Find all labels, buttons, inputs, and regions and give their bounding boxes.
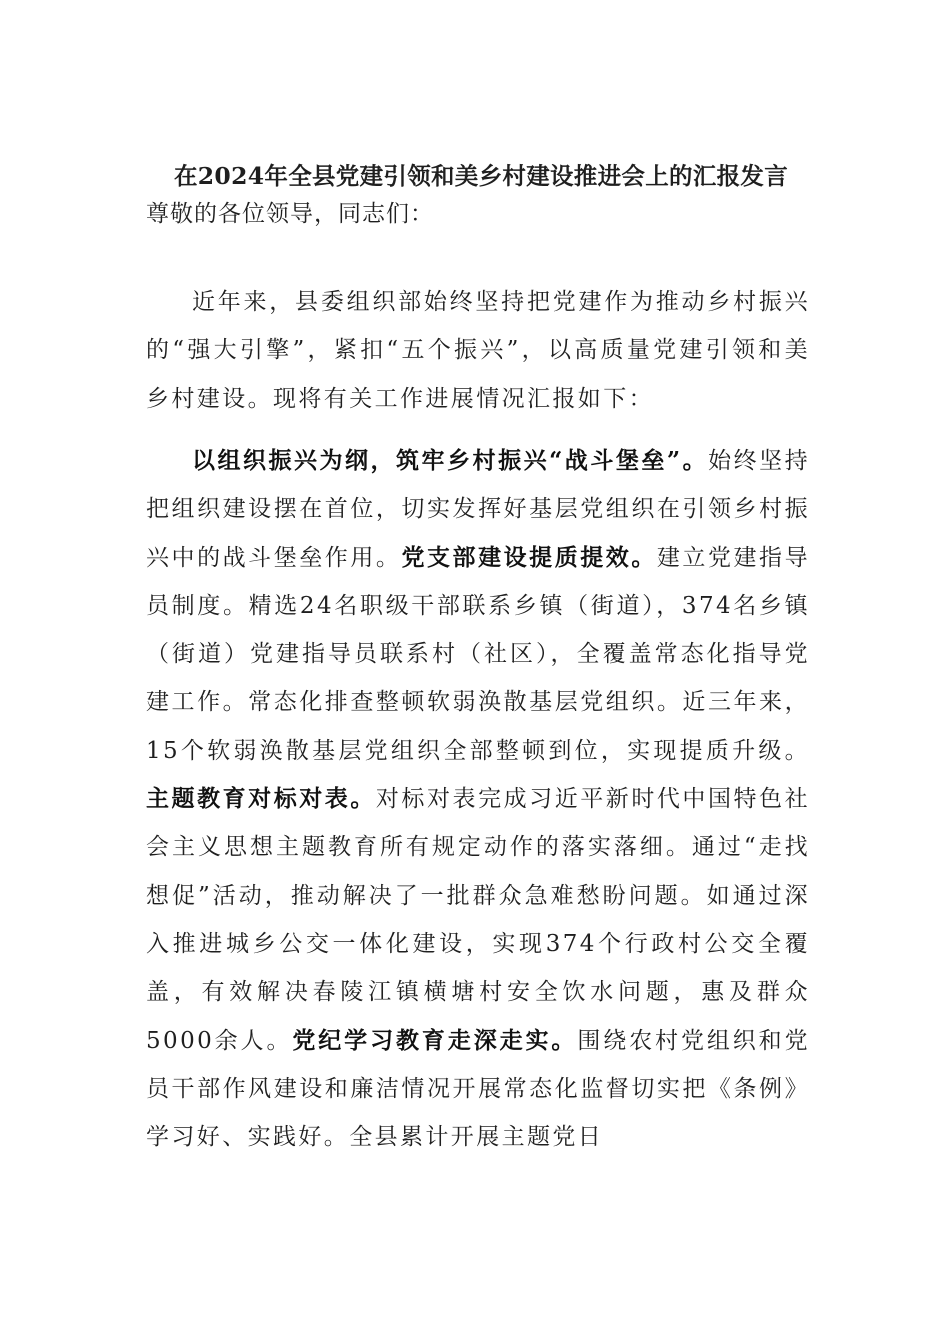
theme-education-text: 对标对表完成习近平新时代中国特色社会主义思想主题教育所有规定动作的落实落细。通过“走找想促”活动，推动解决了一批群众急难愁盼问题。如通过深入推进城乡公交一体化建设，实现374个行政村公交全覆盖，有效解决春陵江镇横塘村安全饮水问题，惠及群众5000余人。: [146, 786, 810, 1054]
intro-paragraph: 近年来，县委组织部始终坚持把党建作为推动乡村振兴的“强大引擎”，紧扣“五个振兴”，以高质量党建引领和美乡村建设。现将有关工作进展情况汇报如下：: [146, 289, 810, 412]
section-organization-paragraph: [146, 437, 810, 1161]
section-text: 始终坚持把组织建设摆在首位，切实发挥好基层党组织在引领乡村振兴中的战斗堡垒作用。: [146, 448, 810, 571]
document-title: 在2024年全县党建引领和美乡村建设推进会上的汇报发言: [173, 162, 788, 190]
section-heading: 以组织振兴为纲，筑牢乡村振兴“战斗堡垒”。: [192, 447, 709, 474]
subheading-discipline-education: 党纪学习教育走深走实。: [292, 1026, 578, 1054]
discipline-education-text: 围绕农村党组织和党员干部作风建设和廉洁情况开展常态化监督切实把《条例》学习好、实践好。全县累计开展主题党日: [146, 1027, 810, 1151]
subheading-theme-education: 主题教育对标对表。: [146, 785, 376, 813]
salutation: 尊敬的各位领导，同志们：: [146, 201, 434, 227]
subheading-party-branch: 党支部建设提质提效。: [401, 543, 657, 571]
party-branch-text: 建立党建指导员制度。精选24名职级干部联系乡镇（街道），374名乡镇（街道）党建指导员联系村（社区），全覆盖常态化指导党建工作。常态化排查整顿软弱涣散基层党组织。近三年来，15个软弱涣散基层党组织全部整顿到位，实现提质升级。: [146, 544, 810, 764]
